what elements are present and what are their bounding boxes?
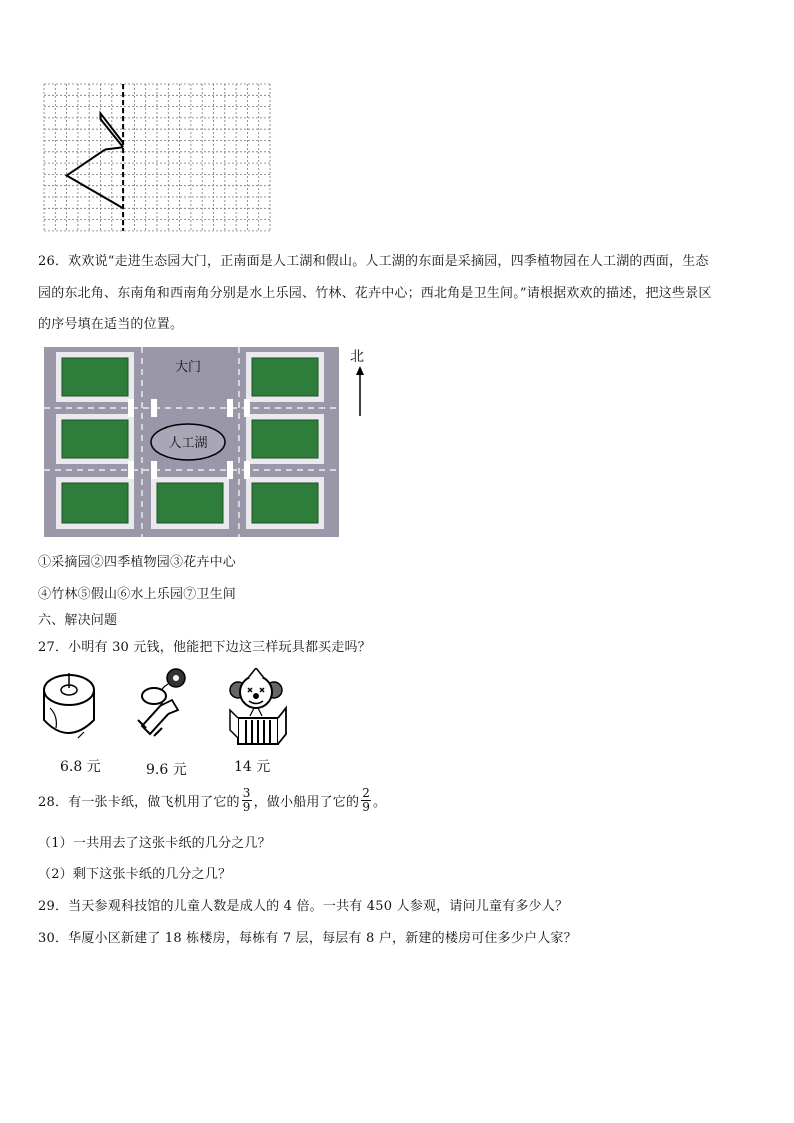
north-arrow-icon [354,366,366,418]
park-map [44,347,339,537]
q28-fraction-1-numerator: 3 [242,786,251,800]
toy-plane-icon [132,666,194,742]
q28-fraction-1 [242,787,252,814]
gate-label: 大门 [174,360,202,375]
figure-top-segment [101,113,124,147]
q26-line-1: 26．欢欢说“走进生态园大门，正南面是人工湖和假山。人工湖的东面是采摘园，四季植物园在人工湖的西面，生态 [38,254,709,269]
section-6-title: 六、解决问题 [38,613,118,628]
q28-sub-1: （1）一共用去了这张卡纸的几分之几？ [38,836,271,851]
lake-label: 人工湖 [168,436,208,451]
toy-2-price: 9.6 元 [146,762,187,778]
q30-text: 30．华厦小区新建了 18 栋楼房，每栋有 7 层，每层有 8 户，新建的楼房可住多少户人家？ [38,931,577,946]
q28-fraction-1-denominator: 9 [242,800,251,814]
q28-suffix: 。 [373,795,387,810]
q28-prefix: 28．有一张卡纸，做飞机用了它的 [38,795,240,810]
toy-1-price: 6.8 元 [60,759,101,775]
figure-link-segment [105,147,123,149]
figure-arrow-segment [67,150,124,209]
toy-3-price: 14 元 [234,759,271,775]
symmetry-grid-figure [40,80,275,235]
toy-clown-icon [224,668,294,748]
q28-sub-2: （2）剩下这张卡纸的几分之几？ [38,867,232,882]
q26-line-3: 的序号填在适当的位置。 [38,317,184,332]
q28-middle: ，做小船用了它的 [253,795,360,810]
q28-fraction-2-numerator: 2 [362,786,371,800]
q26-options-line-1: ①采摘园②四季植物园③花卉中心 [38,555,237,570]
q26-options-line-2: ④竹林⑤假山⑥水上乐园⑦卫生间 [38,587,237,602]
q29-text: 29．当天参观科技馆的儿童人数是成人的 4 倍。一共有 450 人参观，请问儿童有多少人？ [38,899,569,914]
q28-text [38,787,386,814]
q26-line-2: 园的东北角、东南角和西南角分别是水上乐园、竹林、花卉中心；西北角是卫生间。”请根据欢欢的描述，把这些景区 [38,286,712,301]
q28-fraction-2-denominator: 9 [362,800,371,814]
q28-fraction-2 [361,787,371,814]
toy-drum-icon [38,668,100,746]
q27-text: 27．小明有 30 元钱，他能把下边这三样玩具都买走吗？ [38,640,371,655]
north-label: 北 [350,349,364,365]
